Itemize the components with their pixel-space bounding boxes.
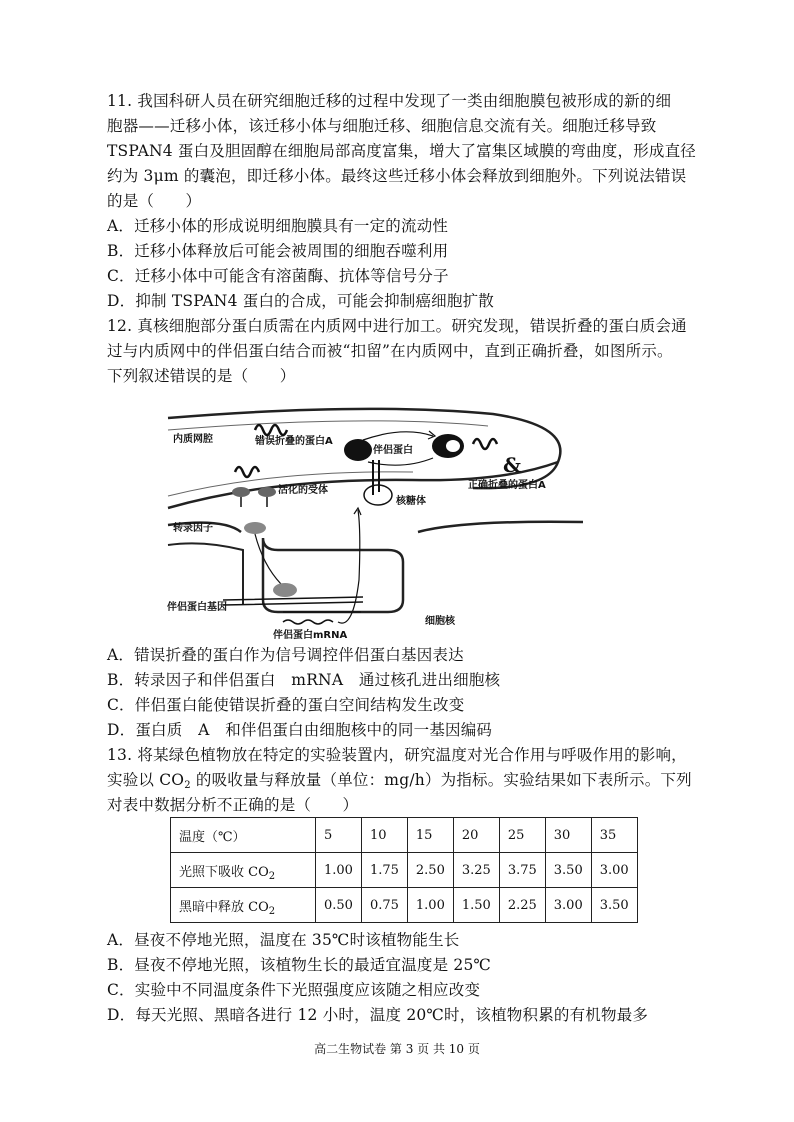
table-cell: 3.75 (499, 853, 545, 888)
chaperone-mrna-label: 伴侣蛋白mRNA (273, 630, 348, 641)
er-chaperone-diagram (163, 400, 588, 642)
table-cell: 0.50 (316, 888, 362, 923)
er-lumen-label: 内质网腔 (173, 434, 213, 445)
table-row (171, 888, 638, 923)
table-cell: 2.50 (407, 853, 453, 888)
q12-option-a: A．错误折叠的蛋白作为信号调控伴侣蛋白基因表达 (107, 646, 464, 664)
svg-text:&: & (503, 453, 522, 477)
q11-option-c: C．迁移小体中可能含有溶菌酶、抗体等信号分子 (107, 267, 449, 285)
table-cell: 20 (453, 818, 499, 853)
q13-stem-line-1: 13. 将某绿色植物放在特定的实验装置内，研究温度对光合作用与呼吸作用的影响， (107, 746, 687, 764)
q12-stem-line-3: 下列叙述错误的是（ ） (107, 367, 296, 385)
table-cell: 3.00 (591, 853, 637, 888)
q11-option-d: D．抑制 TSPAN4 蛋白的合成，可能会抑制癌细胞扩散 (107, 292, 494, 310)
table-cell: 3.50 (545, 853, 591, 888)
q13-option-b: B．昼夜不停地光照，该植物生长的最适宜温度是 25℃ (107, 956, 492, 974)
misfolded-protein-a (255, 425, 287, 435)
table-cell: 30 (545, 818, 591, 853)
receptor-label: 活化的受体 (278, 485, 328, 496)
table-cell: 25 (499, 818, 545, 853)
table-row-label: 光照下吸收 $CO_2$ (171, 853, 316, 888)
table-cell: 1.00 (316, 853, 362, 888)
q11-stem-line-2: 胞器——迁移小体，该迁移小体与细胞迁移、细胞信息交流有关。细胞迁移导致 (107, 117, 657, 135)
q11-option-a: A．迁移小体的形成说明细胞膜具有一定的流动性 (107, 217, 449, 235)
table-cell: 35 (591, 818, 637, 853)
table-cell: 0.75 (361, 888, 407, 923)
chaperone-label: 伴侣蛋白 (373, 445, 413, 456)
chaperone-mrna (283, 620, 333, 624)
chaperone-protein (344, 439, 372, 461)
q13-option-d: D．每天光照、黑暗各进行 12 小时，温度 20℃时，该植物积累的有机物最多 (107, 1006, 649, 1024)
q11-stem-line-4: 约为 3μm 的囊泡，即迁移小体。最终这些迁移小体会释放到细胞外。下列说法错误 (107, 167, 687, 185)
q11-stem-line-1: 11. 我国科研人员在研究细胞迁移的过程中发现了一类由细胞膜包被形成的新的细 (107, 92, 672, 110)
table-cell: 15 (407, 818, 453, 853)
q13-stem-line-2: 实验以 $CO_2$ 的吸收量与释放量（单位：mg/h）为指标。实验结果如下表所示。下列 (107, 771, 692, 791)
nuclear-envelope (263, 538, 403, 612)
q13-stem-line-3: 对表中数据分析不正确的是（ ） (107, 796, 359, 814)
table-header-cell: 温度（℃） (171, 818, 316, 853)
nucleus-label: 细胞核 (425, 616, 455, 627)
table-row (171, 853, 638, 888)
transcription-factor-label: 转录因子 (173, 523, 213, 534)
table-cell: 10 (361, 818, 407, 853)
co2-data-table (170, 817, 638, 923)
page-footer: 高二生物试卷 第 3 页 共 10 页 (314, 1042, 480, 1056)
q13-option-c: C．实验中不同温度条件下光照强度应该随之相应改变 (107, 981, 481, 999)
q11-stem-line-5: 的是（ ） (107, 192, 202, 210)
table-cell: 1.50 (453, 888, 499, 923)
table-row (171, 818, 638, 853)
transcription-factor-shape (244, 522, 266, 534)
q12-option-d: D．蛋白质 A 和伴侣蛋白由细胞核中的同一基因编码 (107, 721, 493, 739)
q12-option-c: C．伴侣蛋白能使错误折叠的蛋白空间结构发生改变 (107, 696, 465, 714)
q11-stem-line-3: TSPAN4 蛋白及胆固醇在细胞局部高度富集，增大了富集区域膜的弯曲度，形成直径 (107, 142, 697, 160)
q12-option-b: B．转录因子和伴侣蛋白 mRNA 通过核孔进出细胞核 (107, 671, 501, 689)
correct-protein-label: 正确折叠的蛋白A (468, 480, 546, 491)
table-cell: 3.50 (591, 888, 637, 923)
ribosome-label: 核糖体 (396, 496, 426, 507)
table-cell: 2.25 (499, 888, 545, 923)
q11-option-b: B．迁移小体释放后可能会被周围的细胞吞噬利用 (107, 242, 449, 260)
q12-stem-line-1: 12. 真核细胞部分蛋白质需在内质网中进行加工。研究发现，错误折叠的蛋白质会通 (107, 317, 687, 335)
table-cell: 3.00 (545, 888, 591, 923)
table-row-label: 黑暗中释放 $CO_2$ (171, 888, 316, 923)
chaperone-gene-label: 伴侣蛋白基因 (167, 602, 227, 613)
table-cell: 1.75 (361, 853, 407, 888)
table-cell: 5 (316, 818, 362, 853)
misfolded-protein-label: 错误折叠的蛋白A (255, 436, 333, 447)
q12-stem-line-2: 过与内质网中的伴侣蛋白结合而被“扣留”在内质网中，直到正确折叠，如图所示。 (107, 342, 673, 360)
q13-option-a: A．昼夜不停地光照，温度在 35℃时该植物能生长 (107, 931, 460, 949)
table-cell: 1.00 (407, 888, 453, 923)
table-cell: 3.25 (453, 853, 499, 888)
